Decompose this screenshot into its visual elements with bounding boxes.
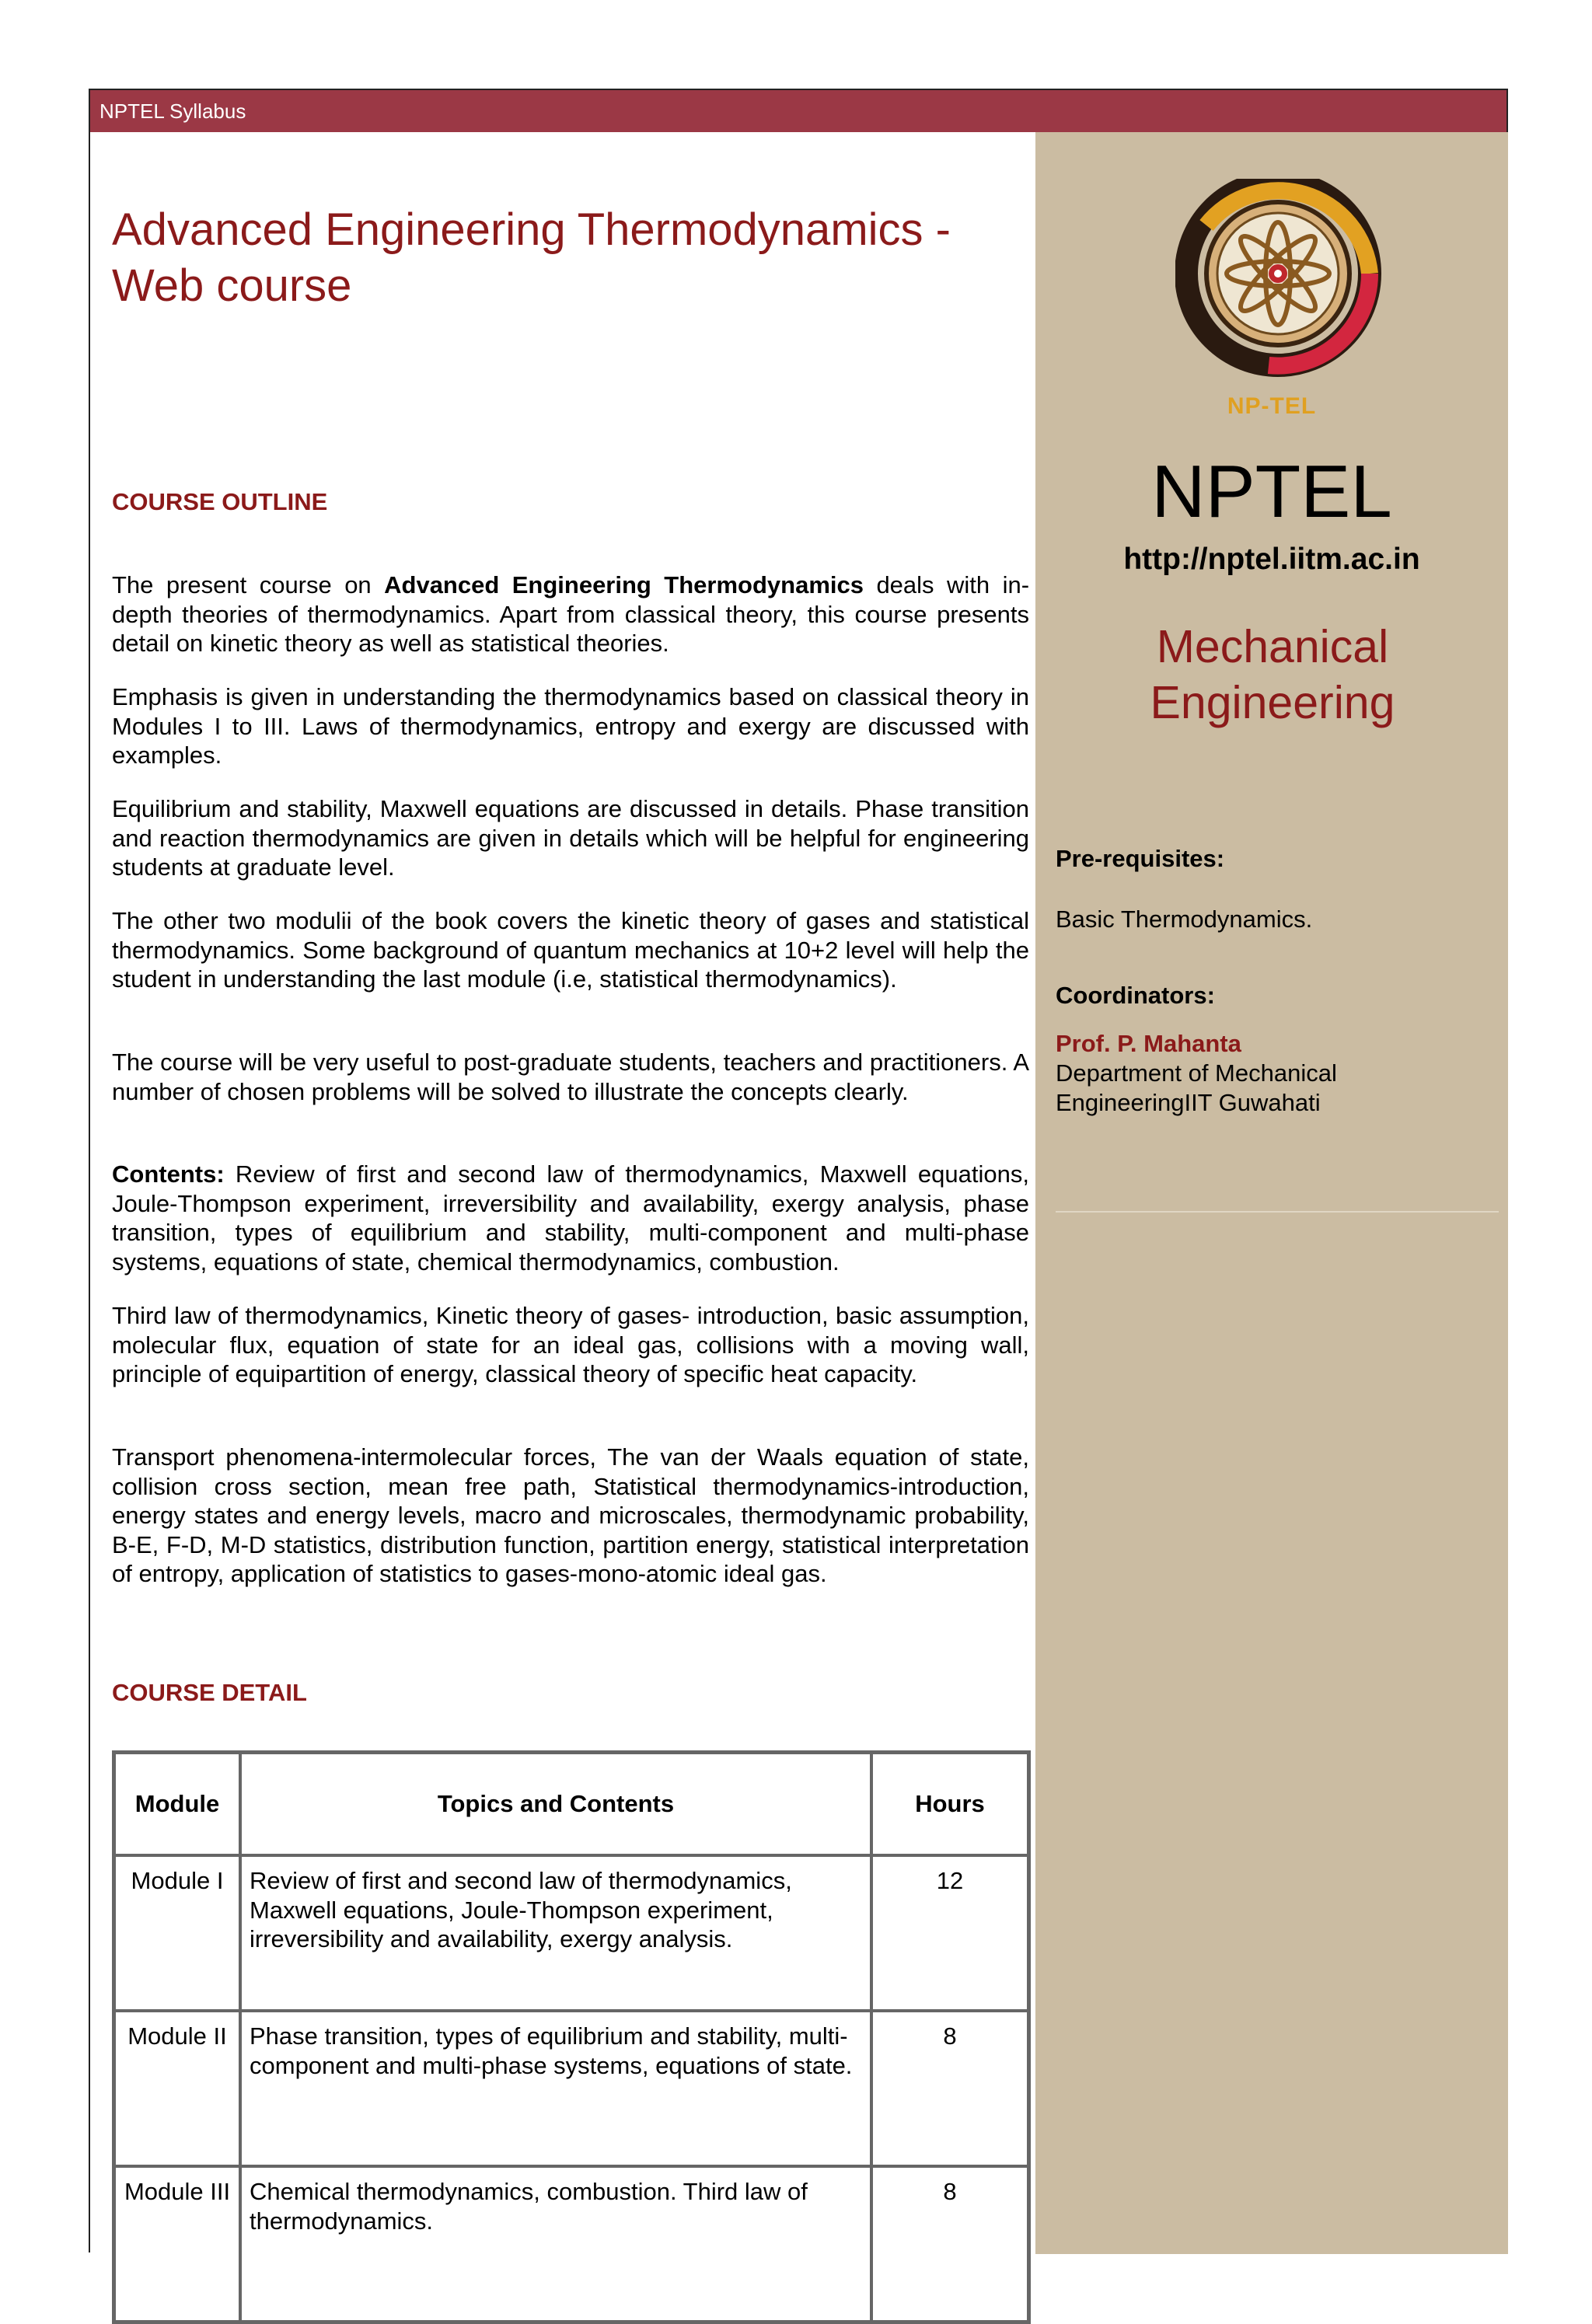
course-outline-heading: COURSE OUTLINE bbox=[112, 488, 328, 515]
equilibrium-paragraph: Equilibrium and stability, Maxwell equations are discussed in details. Phase transition and reaction thermodynamics are given in details which will be helpful for engineering students at graduate level. bbox=[112, 795, 1029, 881]
topics-cell: Phase transition, types of equilibrium and stability, multi-component and multi-phase systems, equations of state. bbox=[240, 2011, 871, 2166]
department-name: Mechanical Engineering bbox=[1150, 621, 1395, 728]
topics-cell: Chemical thermodynamics, combustion. Third law of thermodynamics. bbox=[240, 2166, 871, 2322]
coordinator-department: Department of Mechanical EngineeringIIT Guwahati bbox=[1056, 1059, 1337, 1116]
intro-text-end: deals with in-depth theories of thermodynamics. Apart from classical theory, this course presents detail on kinetic theory as well as statistical theories. bbox=[112, 571, 1030, 657]
usefulness-paragraph: The course will be very useful to post-graduate students, teachers and practitioners. A number of chosen problems will be solved to illustrate the concepts clearly. bbox=[112, 1049, 1029, 1105]
intro-course-name: Advanced Engineering Thermodynamics bbox=[384, 571, 864, 598]
logo-wordmark: NP-TEL bbox=[1227, 393, 1317, 419]
sidebar-divider bbox=[1056, 1211, 1499, 1213]
contents-text: Review of first and second law of thermodynamics, Maxwell equations, Joule-Thompson experiment, irreversibility and availability, exergy analysis, phase transition, types of equilibrium and stability, multi-component and multi-phase systems, equations of state, chemical thermodynamics, combustion. bbox=[112, 1160, 1029, 1275]
emphasis-paragraph: Emphasis is given in understanding the thermodynamics based on classical theory in Modules I to III. Laws of thermodynamics, entropy and exergy are discussed with examples. bbox=[112, 683, 1029, 769]
contents-label: Contents: bbox=[112, 1160, 225, 1188]
site-url-link[interactable]: http://nptel.iitm.ac.in bbox=[1123, 543, 1420, 576]
coordinators-label: Coordinators: bbox=[1056, 982, 1215, 1009]
hours-cell: 12 bbox=[871, 1855, 1028, 2011]
table-row bbox=[114, 1855, 1028, 2011]
table-header-row bbox=[114, 1753, 1028, 1855]
module-cell: Module III bbox=[114, 2166, 240, 2322]
header-hours: Hours bbox=[871, 1753, 1028, 1855]
sidebar bbox=[1035, 132, 1508, 2254]
hours-cell: 8 bbox=[871, 2011, 1028, 2166]
page-title: Advanced Engineering Thermodynamics - Web course bbox=[112, 204, 951, 311]
course-detail-table bbox=[112, 1750, 1031, 2324]
kinetic-paragraph: The other two modulii of the book covers the kinetic theory of gases and statistical thermodynamics. Some background of quantum mechanics at 10+2 level will help the student in understanding the last module (i.e, statistical thermodynamics). bbox=[112, 907, 1029, 993]
table-row bbox=[114, 2011, 1028, 2166]
page-frame bbox=[89, 89, 1508, 2252]
transport-paragraph: Transport phenomena-intermolecular forces, The van der Waals equation of state, collision cross section, mean free path, Statistical thermodynamics-introduction, energy states and energy levels, macro and microscales, thermodynamic probability, B-E, F-D, M-D statistics, distribution function, partition energy, statistical interpretation of entropy, application of statistics to gases-mono-atomic ideal gas. bbox=[112, 1443, 1029, 1587]
prereq-label: Pre-requisites: bbox=[1056, 845, 1225, 872]
intro-text-start: The present course on bbox=[112, 571, 385, 598]
top-bar bbox=[90, 90, 1506, 132]
contents-paragraph bbox=[112, 1160, 1029, 1276]
table-row bbox=[114, 2166, 1028, 2322]
org-name: NPTEL bbox=[1151, 450, 1392, 533]
header-module: Module bbox=[114, 1753, 240, 1855]
third-law-paragraph: Third law of thermodynamics, Kinetic theory of gases- introduction, basic assumption, molecular flux, equation of state for an ideal gas, collisions with a moving wall, principle of equipartition of energy, classical theory of specific heat capacity. bbox=[112, 1302, 1029, 1387]
prereq-value: Basic Thermodynamics. bbox=[1056, 906, 1313, 933]
header-topics: Topics and Contents bbox=[240, 1753, 871, 1855]
module-cell: Module II bbox=[114, 2011, 240, 2166]
module-cell: Module I bbox=[114, 1855, 240, 2011]
coordinator-name: Prof. P. Mahanta bbox=[1056, 1030, 1241, 1057]
top-bar-label: NPTEL Syllabus bbox=[100, 99, 246, 123]
hours-cell: 8 bbox=[871, 2166, 1028, 2322]
intro-paragraph bbox=[112, 571, 1029, 658]
course-detail-heading: COURSE DETAIL bbox=[112, 1679, 307, 1706]
nptel-logo-icon bbox=[1175, 179, 1385, 389]
topics-cell: Review of first and second law of thermodynamics, Maxwell equations, Joule-Thompson experiment, irreversibility and availability, exergy analysis. bbox=[240, 1855, 871, 2011]
